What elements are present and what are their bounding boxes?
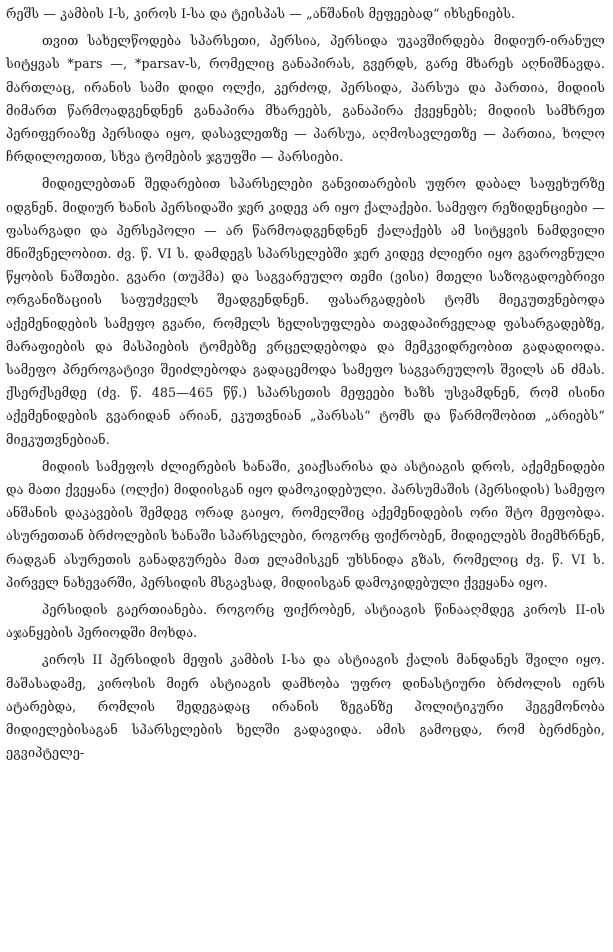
paragraph-1: რეშს — კამბის I-ს, კიროს I-სა და ტეისპას — „ანშანის მეფეებად“ იხსენიებს. bbox=[6, 6, 516, 21]
document-page bbox=[6, 2, 605, 950]
paragraph-5: პერსიდის გაერთიანება. როგორც ფიქრობენ, ასტიაგის წინააღმდეგ კიროს II-ის აჯანყების პერიოდში მოხდა. bbox=[6, 602, 605, 641]
paragraph-2: თვით სახელწოდება სპარსეთი, პერსია, პერსიდა უკავშირდება მიდიურ-ირანულ სიტყვას *pars —, *parsav-ს, რომელიც განაპირას, გვერდს, გარე მხარეს აღნიშნავდა. მართლაც, ირანის სამი დიდი ოლქი, კერძოდ, პერსიდა, პარსუა და პართია, მიდიის მიმართ წარმოადგენდნენ განაპირა მხარეებს, განაპირა ქვეყნებს; მიდიის სამხრეთ პერიფერიაზე პერსიდა იყო, დასავლეთზე — პარსუა, აღმოსავლეთზე — პართია, ხოლო ჩრდილოეთით, სხვა ტომების ჯგუფში — პარსიები. bbox=[6, 33, 605, 165]
paragraph-4: მიდიის სამეფოს ძლიერების ხანაში, კიაქსარისა და ასტიაგის დროს, აქემენიდები და მათი ქვეყანა (ოლქი) მიდიისგან იყო დამოკიდებული. პარსუმაშის (პერსიდის) სამეფო ანშანის დაკავების შემდეგ ორად გაიყო, რომელშიც აქემენიდების ორი შტო მეფობდა. ასურეთთან ბრძოლების ხანაში სპარსელები, როგორც ფიქრობენ, მიდიელებს მიემხრნენ, რადგან ასურეთის განადგურება მათ ელამისკენ უხსნიდა გზას, რომელიც ძვ. წ. VI ს. პირველ ნახევარში, პერსიდის მსგავსად, მიდიისგან დამოკიდებული ქვეყანა იყო. bbox=[6, 458, 605, 590]
paragraph-3: მიდიელებთან შედარებით სპარსელები განვითარების უფრო დაბალ საფეხურზე იდგნენ. მიდიურ ხანის პერსიდაში ჯერ კიდევ არ იყო ქალაქები. სამეფო რეზიდენციები — ფასარგადი და პერსეპოლი — არ წარმოადგენდნენ ქალაქებს ამ სიტყვის ნამდვილი მნიშვნელობით. ძვ. წ. VI ს. დამდეგს სპარსელებში ჯერ კიდევ ძლიერი იყო გვაროვნული წყობის ნაშთები. გვარი (თუჰმა) და საგვარეულო თემი (ვისი) მთელი საზოგადოებრივი ორგანიზაციის საფუძველს შეადგენდნენ. ფასარგადების ტომს მიეკუთვნებოდა აქემენიდების სამეფო გვარი, რომელს ხელისუფლება თავდაპირველად ფასარგადებზე, მარაფიების და მასპიების ტომებზე ვრცელდებოდა და მემკვიდრეობით გადადიოდა. სამეფო პრეროგატივი შეიძლებოდა გადაცემოდა სამეფო საგვარეულოს შვილს ან ძმას. ქსერქსემდე (ძვ. წ. 485—465 წწ.) სპარსეთის მეფეები ხაზს უსვამდნენ, რომ ისინი აქემენიდების გვარიდან არიან, ეკუთვნიან „პარსას“ ტომს და წარმოშობით „არიებს“ მიეკუთვნებიან. bbox=[6, 176, 605, 447]
paragraph-6: კიროს II პერსიდის მეფის კამბის I-სა და ასტიაგის ქალის მანდანეს შვილი იყო. მაშასადამე, კიროსის მიერ ასტიაგის დამხობა უფრო დინასტიური ბრძოლის იერს ატარებდა, რომლის შედეგადაც ირანის ზეგანზე პოლიტიკური ჰეგემონობა მიდიელებისაგან სპარსელების ხელში გადავიდა. ამის გამოცდა, რომ ბერძნები, ეგვიპტელე- bbox=[6, 652, 605, 761]
